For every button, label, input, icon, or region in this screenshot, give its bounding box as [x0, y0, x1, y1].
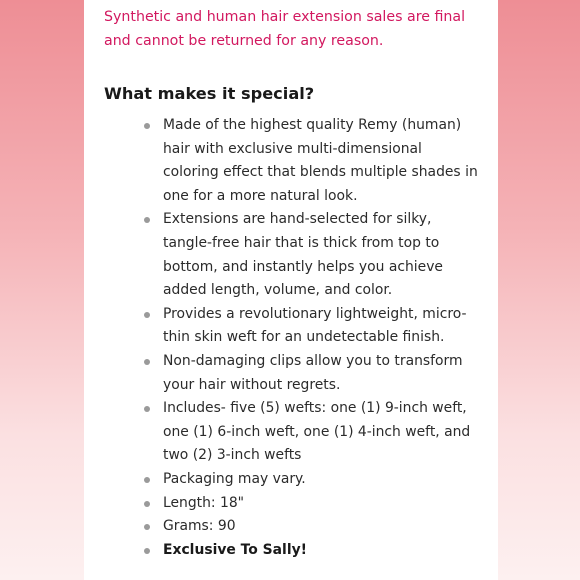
feature-text: Made of the highest quality Remy (human) hair with exclusive multi-dimensional coloring effect that blends multiple shades in one for a more natural look.: [163, 117, 478, 204]
bullet-icon: [144, 501, 150, 507]
bullet-icon: [144, 406, 150, 412]
feature-item: [104, 208, 480, 302]
bullet-icon: [144, 548, 150, 554]
feature-text: Includes- five (5) wefts: one (1) 9-inch weft, one (1) 6-inch weft, one (1) 4-inch weft, and two (2) 3-inch wefts: [163, 400, 471, 464]
feature-item-exclusive: [104, 539, 480, 563]
feature-text: Grams: 90: [163, 518, 236, 535]
feature-item: [104, 397, 480, 468]
feature-item: [104, 492, 480, 516]
bullet-icon: [144, 359, 150, 365]
feature-text: Non-damaging clips allow you to transform your hair without regrets.: [163, 352, 463, 393]
feature-item: [104, 515, 480, 539]
return-policy-notice: Synthetic and human hair extension sales are final and cannot be returned for any reason.: [104, 9, 466, 49]
bullet-icon: [144, 524, 150, 530]
bullet-icon: [144, 312, 150, 318]
feature-text: Extensions are hand-selected for silky, tangle-free hair that is thick from top to bottom, and instantly helps you achieve added length, volume, and color.: [163, 211, 443, 299]
feature-list: [104, 114, 480, 562]
feature-text: Packaging may vary.: [163, 470, 306, 487]
feature-item: [104, 468, 480, 492]
feature-item: [104, 350, 480, 397]
bullet-icon: [144, 123, 150, 129]
feature-item: [104, 114, 480, 208]
feature-text: Provides a revolutionary lightweight, micro-thin skin weft for an undetectable finish.: [163, 305, 467, 346]
section-heading: What makes it special?: [104, 84, 315, 103]
bullet-icon: [144, 477, 150, 483]
feature-text: Exclusive To Sally!: [163, 541, 307, 558]
feature-text: Length: 18": [163, 494, 245, 511]
bullet-icon: [144, 217, 150, 223]
feature-item: [104, 303, 480, 350]
product-description-panel: [84, 0, 498, 580]
